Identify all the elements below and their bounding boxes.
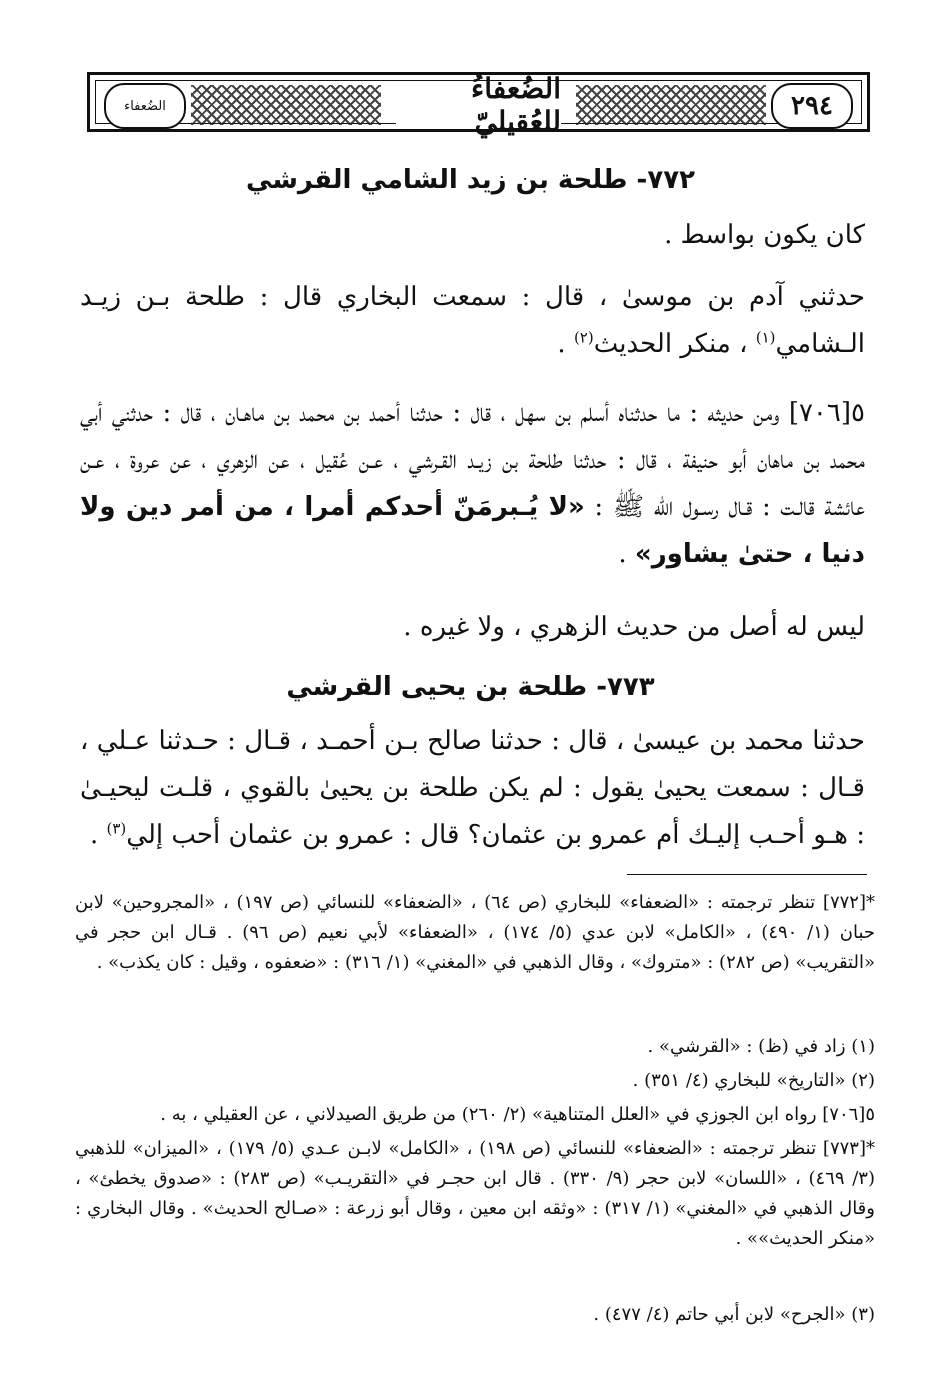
entry-heading-772: ٧٧٢- طلحة بن زيد الشامي القرشي xyxy=(246,165,695,195)
footnote-ref[interactable]: (٣) xyxy=(106,819,127,838)
footnote-ref[interactable]: (٢) xyxy=(573,328,594,347)
page-header xyxy=(87,72,870,138)
paragraph xyxy=(80,212,865,259)
ornament-left xyxy=(191,85,381,125)
paragraph-text: حدثنا محمد بن عيسىٰ ، قال : حدثنا صالح بـن أحمـد ، قـال : حـدثنا عـلي ، قـال : سمعت يحيىٰ يقول : لم يكن طلحة بن يحيىٰ بالقوي ، قلـت ليحيـىٰ : هـو أحـب إليـك أم عمرو بن عثمان؟ قال : عمرو بن عثمان أحب إلي xyxy=(80,726,865,850)
paragraph-text: كان يكون بواسط . xyxy=(664,220,865,250)
paragraph-text: حدثني آدم بن موسىٰ ، قال : سمعت البخاري قال : طلحة بـن زيـد الـشامي xyxy=(80,282,865,359)
paragraph-text: . xyxy=(89,820,107,850)
footnote-772: *[٧٧٢] تنظر ترجمته : «الضعفاء» للبخاري (ص ٦٤) ، «الضعفاء» للنسائي (ص ١٩٧) ، «المجروحين» لابن حبان (١/ ٤٩٠) ، «الكامل» لابن عدي (٥/ ١٧٤) ، «الضعفاء» لأبي نعيم (ص ٩٦) . قـال ابن حجر في «التقريب» (ص ٢٨٢) : «متروك» ، وقال الذهبي في «المغني» (١/ ٣١٦) : «ضعفوه ، وقيل : كان يكذب» . xyxy=(75,892,876,973)
book-medallion xyxy=(104,83,186,129)
footnote-2: (٢) «التاريخ» للبخاري (٤/ ٣٥١) . xyxy=(632,1070,875,1091)
footnote-separator xyxy=(627,874,867,875)
paragraph-text: ، منكر الحديث xyxy=(593,329,756,359)
medallion-text: الضُعفاء xyxy=(124,98,166,114)
ornament-right xyxy=(576,85,766,125)
isnad-text: ٥[٧٠٦] ومن حديثه : ما حدثناه أسلم بن سهل ، قال : حدثنا أحمد بن محمد بن ماهـان ، قال : حدثني أبي محمد بن ماهان أبو حنيفة ، قال : حدثنا طلحة بن زيـد القـرشي ، عـن عُقيل ، عن الزهري ، عن عروة ، عـن عائشة قالـت : قـال رسـول الله ﷺ : xyxy=(80,398,865,522)
entry-heading-773: ٧٧٣- طلحة بن يحيى القرشي xyxy=(286,672,655,702)
paragraph xyxy=(80,604,865,651)
paragraph xyxy=(80,274,865,368)
footnote-1: (١) زاد في (ظ) : «القرشي» . xyxy=(647,1036,875,1057)
page-number: ٢٩٤ xyxy=(771,83,853,129)
paragraph-text: . xyxy=(618,539,635,569)
paragraph-text: ليس له أصل من حديث الزهري ، ولا غيره . xyxy=(403,612,865,642)
hadith-paragraph xyxy=(80,390,865,578)
header-frame xyxy=(95,72,862,138)
footnote-ref[interactable]: (١) xyxy=(755,328,776,347)
footnote-706: ٥[٧٠٦] رواه ابن الجوزي في «العلل المتناهية» (٢/ ٢٦٠) من طريق الصيدلاني ، عن العقيلي ، به . xyxy=(160,1104,875,1125)
paragraph xyxy=(80,718,865,859)
paragraph-text: . xyxy=(557,329,574,359)
running-title: الضُعفاءُ للعُقيليّ xyxy=(396,81,561,129)
footnote-3: (٣) «الجرح» لابن أبي حاتم (٤/ ٤٧٧) . xyxy=(593,1304,875,1325)
hadith-text: «لا يُـبرمَنّ أحدكم أمرا ، من أمر دين ولا دنيا ، حتىٰ يشاور» xyxy=(80,492,865,569)
footnote-773: *[٧٧٣] تنظر ترجمته : «الضعفاء» للنسائي (ص ١٩٨) ، «الكامل» لابـن عـدي (٥/ ١٧٩) ، «الميزان» للذهبي (٣/ ٤٦٩) ، «اللسان» لابن حجر (٩/ ٣٣٠) . قال ابن حجـر في «التقريـب» (ص ٢٨٣) : «صدوق يخطئ» ، وقال الذهبي في «المغني» (١/ ٣١٧) : «وثقه ابن معين ، وقال أبو زرعة : «صـالح الحديث» . وقال البخاري : «منكر الحديث»» . xyxy=(75,1138,875,1249)
